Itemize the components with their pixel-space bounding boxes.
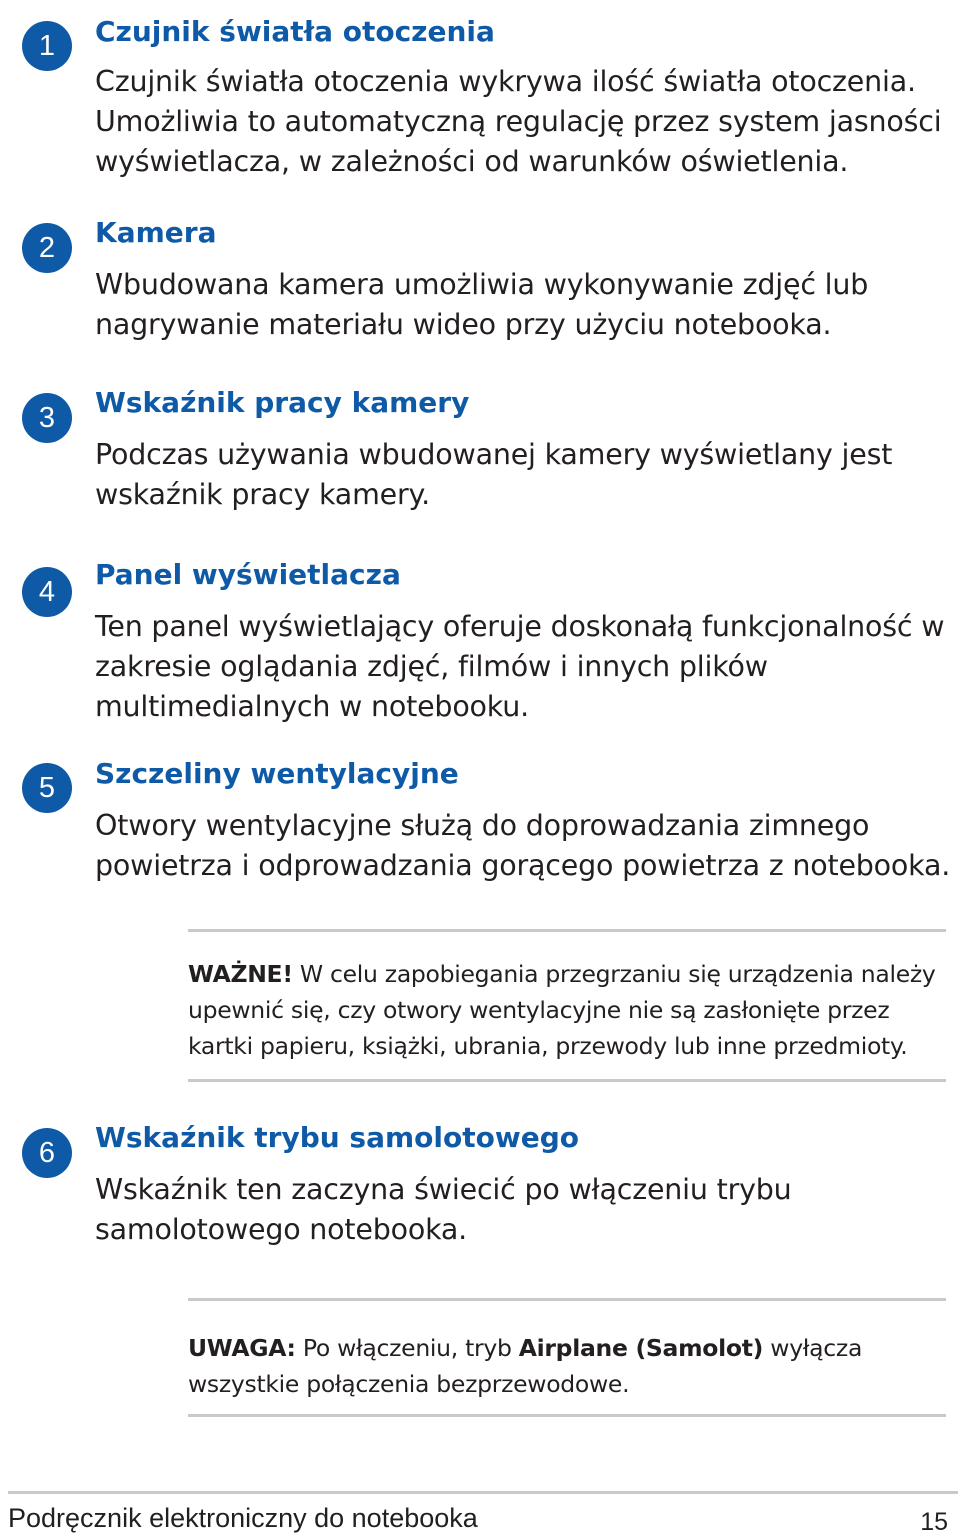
number-badge-5: 5 (22, 763, 72, 813)
footer-rule (8, 1491, 958, 1494)
footer-title: Podręcznik elektroniczny do notebooka (8, 1503, 478, 1533)
important-note-text: W celu zapobiegania przegrzaniu się urządzenia należy upewnić się, czy otwory wentylacyjne nie są zasłonięte przez kartki papieru, książki, ubrania, przewody lub inne przedmioty. (188, 960, 936, 1060)
section-description-ambient-light-sensor: Czujnik światła otoczenia wykrywa ilość światła otoczenia. Umożliwia to automatyczną regulację przez system jasności wyświetlacza, w zależności od warunków oświetlenia. (95, 65, 942, 178)
section-description-camera: Wbudowana kamera umożliwia wykonywanie zdjęć lub nagrywanie materiału wideo przy użyciu notebooka. (95, 268, 869, 341)
section-description-airplane-mode-indicator: Wskaźnik ten zaczyna świecić po włączeniu trybu samolotowego notebooka. (95, 1173, 792, 1246)
number-badge-2: 2 (22, 223, 72, 273)
airplane-note (188, 1330, 948, 1402)
section-title-camera: Kamera (95, 216, 217, 249)
section-title-display-panel: Panel wyświetlacza (95, 558, 401, 591)
section-description-display-panel: Ten panel wyświetlający oferuje doskonałą funkcjonalność w zakresie oglądania zdjęć, filmów i innych plików multimedialnych w notebooku. (95, 610, 945, 723)
airplane-note-bold: Airplane (Samolot) (518, 1334, 764, 1362)
note-rule-top (188, 1298, 946, 1301)
airplane-note-label: UWAGA: (188, 1334, 296, 1362)
important-note-label: WAŻNE! (188, 960, 293, 988)
section-description-air-vents: Otwory wentylacyjne służą do doprowadzania zimnego powietrza i odprowadzania gorącego powietrza z notebooka. (95, 809, 951, 882)
note-rule-bottom (188, 1414, 946, 1417)
section-description-camera-indicator: Podczas używania wbudowanej kamery wyświetlany jest wskaźnik pracy kamery. (95, 438, 893, 511)
number-badge-6: 6 (22, 1128, 72, 1178)
note-rule-top (188, 929, 946, 932)
section-title-ambient-light-sensor: Czujnik światła otoczenia (95, 15, 495, 48)
section-title-air-vents: Szczeliny wentylacyjne (95, 757, 459, 790)
airplane-note-text-before: Po włączeniu, tryb (295, 1334, 519, 1362)
number-badge-3: 3 (22, 393, 72, 443)
airplane-note-text-after: wyłącza wszystkie połączenia bezprzewodowe. (188, 1334, 863, 1398)
important-note (188, 956, 948, 1064)
page-number: 15 (920, 1508, 948, 1536)
section-title-airplane-mode-indicator: Wskaźnik trybu samolotowego (95, 1121, 579, 1154)
number-badge-1: 1 (22, 21, 72, 71)
number-badge-4: 4 (22, 567, 72, 617)
note-rule-bottom (188, 1079, 946, 1082)
section-title-camera-indicator: Wskaźnik pracy kamery (95, 386, 470, 419)
